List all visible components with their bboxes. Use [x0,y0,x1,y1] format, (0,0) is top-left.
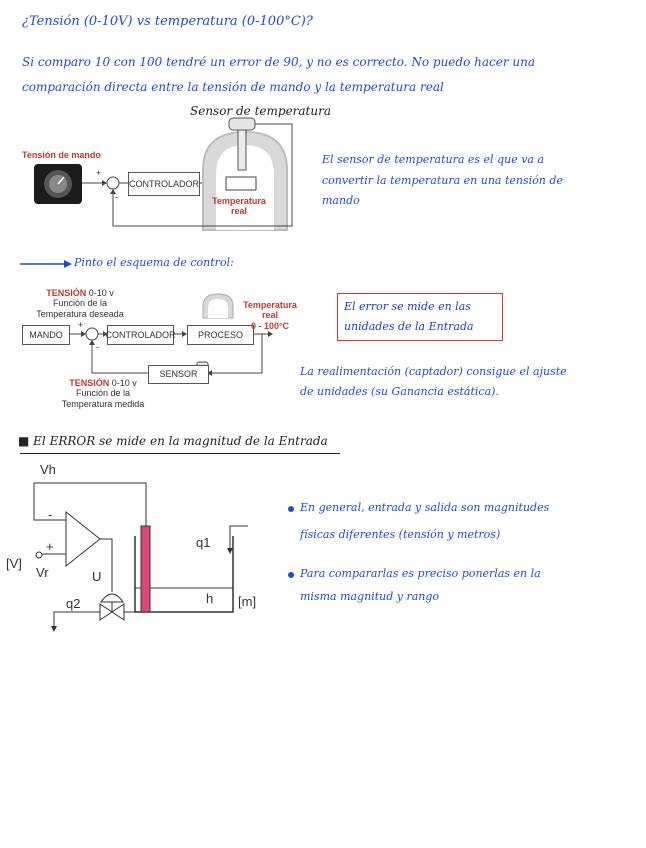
bottom-range: 0-10 v [111,378,137,388]
top-tension: TENSIÓN [46,288,87,298]
bullet-dot-2 [288,572,294,578]
arrow-note: Pinto el esquema de control: [74,256,234,269]
temp-real-1: Temperatura [243,300,297,310]
vr-terminal [36,552,42,558]
intro-line-2: comparación directa entre la tensión de mando y la temperatura real [22,80,444,94]
bottom-desc-1: Función de la [75,388,131,399]
proceso-box: PROCESO [187,325,254,345]
m-unit: [m] [238,594,257,609]
u-label: U [92,569,102,584]
mando-box: MANDO [22,325,70,345]
page-title: ¿Tensión (0-10V) vs temperatura (0-100°C)? [22,14,313,29]
valve-actuator-icon [101,594,123,602]
summer2-minus: - [96,342,99,352]
summer2-plus: + [78,320,84,330]
bullet1-line2: físicas diferentes (tensión y metros) [300,528,501,541]
temp-real-2: real [261,310,278,321]
temperatura-real-label: Temperatura real [212,196,266,217]
controlador-box-2: CONTROLADOR [107,325,174,345]
v-unit: [V] [6,556,22,571]
intro-line-1: Si comparo 10 con 100 tendré un error de 90, y no es correcto. No puedo hacer una [22,55,535,69]
op-amp-icon [66,512,100,566]
note2-line1: La realimentación (captador) consigue el ajuste [300,365,567,378]
top-desc-2: Temperatura deseada [36,308,124,319]
boxed-note-line1: El error se mide en las [344,300,471,313]
bullet2-line2: misma magnitud y rango [300,590,440,603]
bullet1-line1: En general, entrada y salida son magnitudes [300,501,550,514]
top-desc-1: Función de la [52,298,108,309]
level-sensor-rod [141,526,150,612]
opamp-plus: + [46,539,54,554]
opamp-minus: - [48,507,53,522]
section2-title: ■ El ERROR se mide en la magnitud de la Entrada [18,434,328,448]
q1-label: q1 [196,535,211,550]
tension-mando-label: Tensión de mando [22,150,101,160]
valve-body-icon [100,604,112,620]
vh-label: Vh [40,462,56,477]
temp-range: 0 - 100°C [250,320,290,331]
bullet-dot-1 [288,506,294,512]
h-label: h [206,591,214,606]
q2-label: q2 [66,596,81,611]
summer-minus: - [115,192,118,202]
sensor-heading: Sensor de temperatura [190,104,331,118]
note1-line2: convertir la temperatura en una tensión de [322,174,563,187]
boxed-note-line2: unidades de la Entrada [344,320,474,333]
controlador-box-1: CONTROLADOR [128,172,200,196]
bottom-tension: TENSIÓN [69,378,110,388]
bottom-desc-2: Temperatura medida [61,398,145,409]
vr-label: Vr [36,565,49,580]
sensor-box: SENSOR [148,365,209,384]
bullet2-line1: Para compararlas es preciso ponerlas en la [300,567,541,580]
note1-line1: El sensor de temperatura es el que va a [322,153,545,166]
top-range: 0-10 v [88,288,114,298]
summer-plus: + [96,168,102,178]
note1-line3: mando [322,194,360,207]
note2-line2: de unidades (su Ganancia estática). [300,385,499,398]
